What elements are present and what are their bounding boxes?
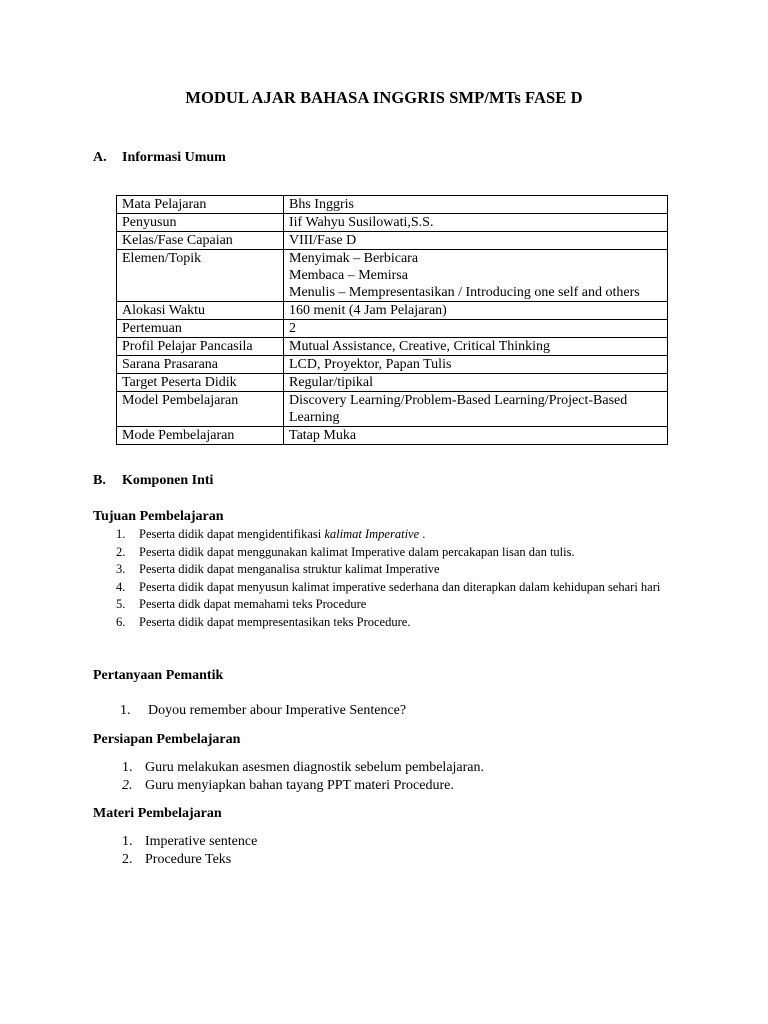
tujuan-list (93, 526, 693, 631)
list-number: 2. (122, 778, 133, 793)
table-value: Regular/tipikal (284, 374, 668, 392)
table-value-multiline (284, 250, 668, 302)
list-text: Peserta didik dapat menyusun kalimat imperative sederhana dan diterapkan dalam kehidupan sehari hari (139, 579, 661, 594)
section-a-label: Informasi Umum (122, 150, 226, 165)
list-number: 1. (116, 527, 126, 541)
list-text: Procedure Teks (145, 852, 232, 867)
list-text: Guru menyiapkan bahan tayang PPT materi Procedure. (145, 778, 454, 793)
list-text: Peserta didik dapat mempresentasikan teks Procedure. (139, 614, 411, 629)
list-text-tail: . (419, 527, 426, 541)
list-text: Peserta didik dapat menganalisa struktur kalimat Imperative (139, 562, 440, 576)
list-item (93, 777, 484, 795)
list-number: 1. (122, 760, 133, 775)
table-value-line: Menulis – Mempresentasikan / Introducing one self and others (289, 285, 640, 300)
table-row (117, 214, 668, 232)
list-number: 6. (116, 614, 126, 629)
table-key: Mode Pembelajaran (117, 427, 284, 445)
list-text: Peserta didik dapat mengidentifikasi (139, 527, 325, 541)
table-row (117, 427, 668, 445)
document-title: MODUL AJAR BAHASA INGGRIS SMP/MTs FASE D (185, 88, 583, 107)
list-item (93, 759, 484, 777)
list-text: Peserta didik dapat menggunakan kalimat Imperative dalam percakapan lisan dan tulis. (139, 544, 575, 559)
table-key: Target Peserta Didik (117, 374, 284, 392)
list-text: Imperative sentence (145, 834, 258, 849)
table-value: 2 (284, 320, 668, 338)
section-b-heading (93, 473, 213, 489)
pemantik-heading: Pertanyaan Pemantik (93, 668, 224, 683)
list-number: 2. (122, 852, 133, 867)
table-key: Alokasi Waktu (117, 302, 284, 320)
materi-heading: Materi Pembelajaran (93, 806, 222, 821)
list-text: Doyou remember abour Imperative Sentence? (148, 703, 407, 718)
list-number: 4. (116, 579, 126, 594)
table-key: Kelas/Fase Capaian (117, 232, 284, 250)
table-row (117, 374, 668, 392)
table-row (117, 196, 668, 214)
persiapan-heading: Persiapan Pembelajaran (93, 732, 241, 747)
list-text: Peserta didk dapat memahami teks Procedure (139, 597, 367, 611)
table-row (117, 392, 668, 427)
table-value: Discovery Learning/Problem-Based Learning/Project-Based Learning (284, 392, 668, 427)
list-number: 5. (116, 597, 126, 611)
section-a-heading (93, 150, 226, 166)
table-value: Iif Wahyu Susilowati,S.S. (284, 214, 668, 232)
table-row (117, 338, 668, 356)
list-item (93, 596, 693, 614)
list-item (93, 851, 257, 869)
table-row (117, 320, 668, 338)
section-b-number: B. (93, 473, 106, 488)
table-key: Model Pembelajaran (117, 392, 284, 427)
list-number: 1. (122, 834, 133, 849)
list-item (93, 833, 257, 851)
table-row (117, 250, 668, 302)
materi-list (93, 833, 257, 869)
list-item (93, 614, 693, 632)
table-value: Bhs Inggris (284, 196, 668, 214)
persiapan-list (93, 759, 484, 795)
list-emphasis: kalimat Imperative (324, 527, 420, 541)
list-item (93, 526, 693, 544)
table-value: LCD, Proyektor, Papan Tulis (284, 356, 668, 374)
tujuan-heading: Tujuan Pembelajaran (93, 509, 224, 524)
table-value: Mutual Assistance, Creative, Critical Thinking (284, 338, 668, 356)
table-key: Penyusun (117, 214, 284, 232)
list-number: 3. (116, 562, 126, 576)
list-item (93, 579, 693, 597)
list-text: Guru melakukan asesmen diagnostik sebelum pembelajaran. (145, 760, 485, 775)
table-row (117, 232, 668, 250)
list-number: 2. (116, 544, 126, 559)
info-table (116, 195, 668, 445)
table-value-line: Menyimak – Berbicara (289, 251, 419, 266)
table-key: Profil Pelajar Pancasila (117, 338, 284, 356)
table-key: Pertemuan (117, 320, 284, 338)
table-row (117, 356, 668, 374)
list-number: 1. (120, 703, 131, 718)
list-item (93, 544, 693, 562)
section-b-label: Komponen Inti (122, 473, 214, 488)
table-value: 160 menit (4 Jam Pelajaran) (284, 302, 668, 320)
table-key: Mata Pelajaran (117, 196, 284, 214)
list-item (93, 561, 693, 579)
table-key: Elemen/Topik (117, 250, 284, 302)
table-value: VIII/Fase D (284, 232, 668, 250)
section-a-number: A. (93, 150, 107, 165)
table-value: Tatap Muka (284, 427, 668, 445)
table-key: Sarana Prasarana (117, 356, 284, 374)
table-row (117, 302, 668, 320)
table-value-line: Membaca – Memirsa (289, 268, 408, 283)
